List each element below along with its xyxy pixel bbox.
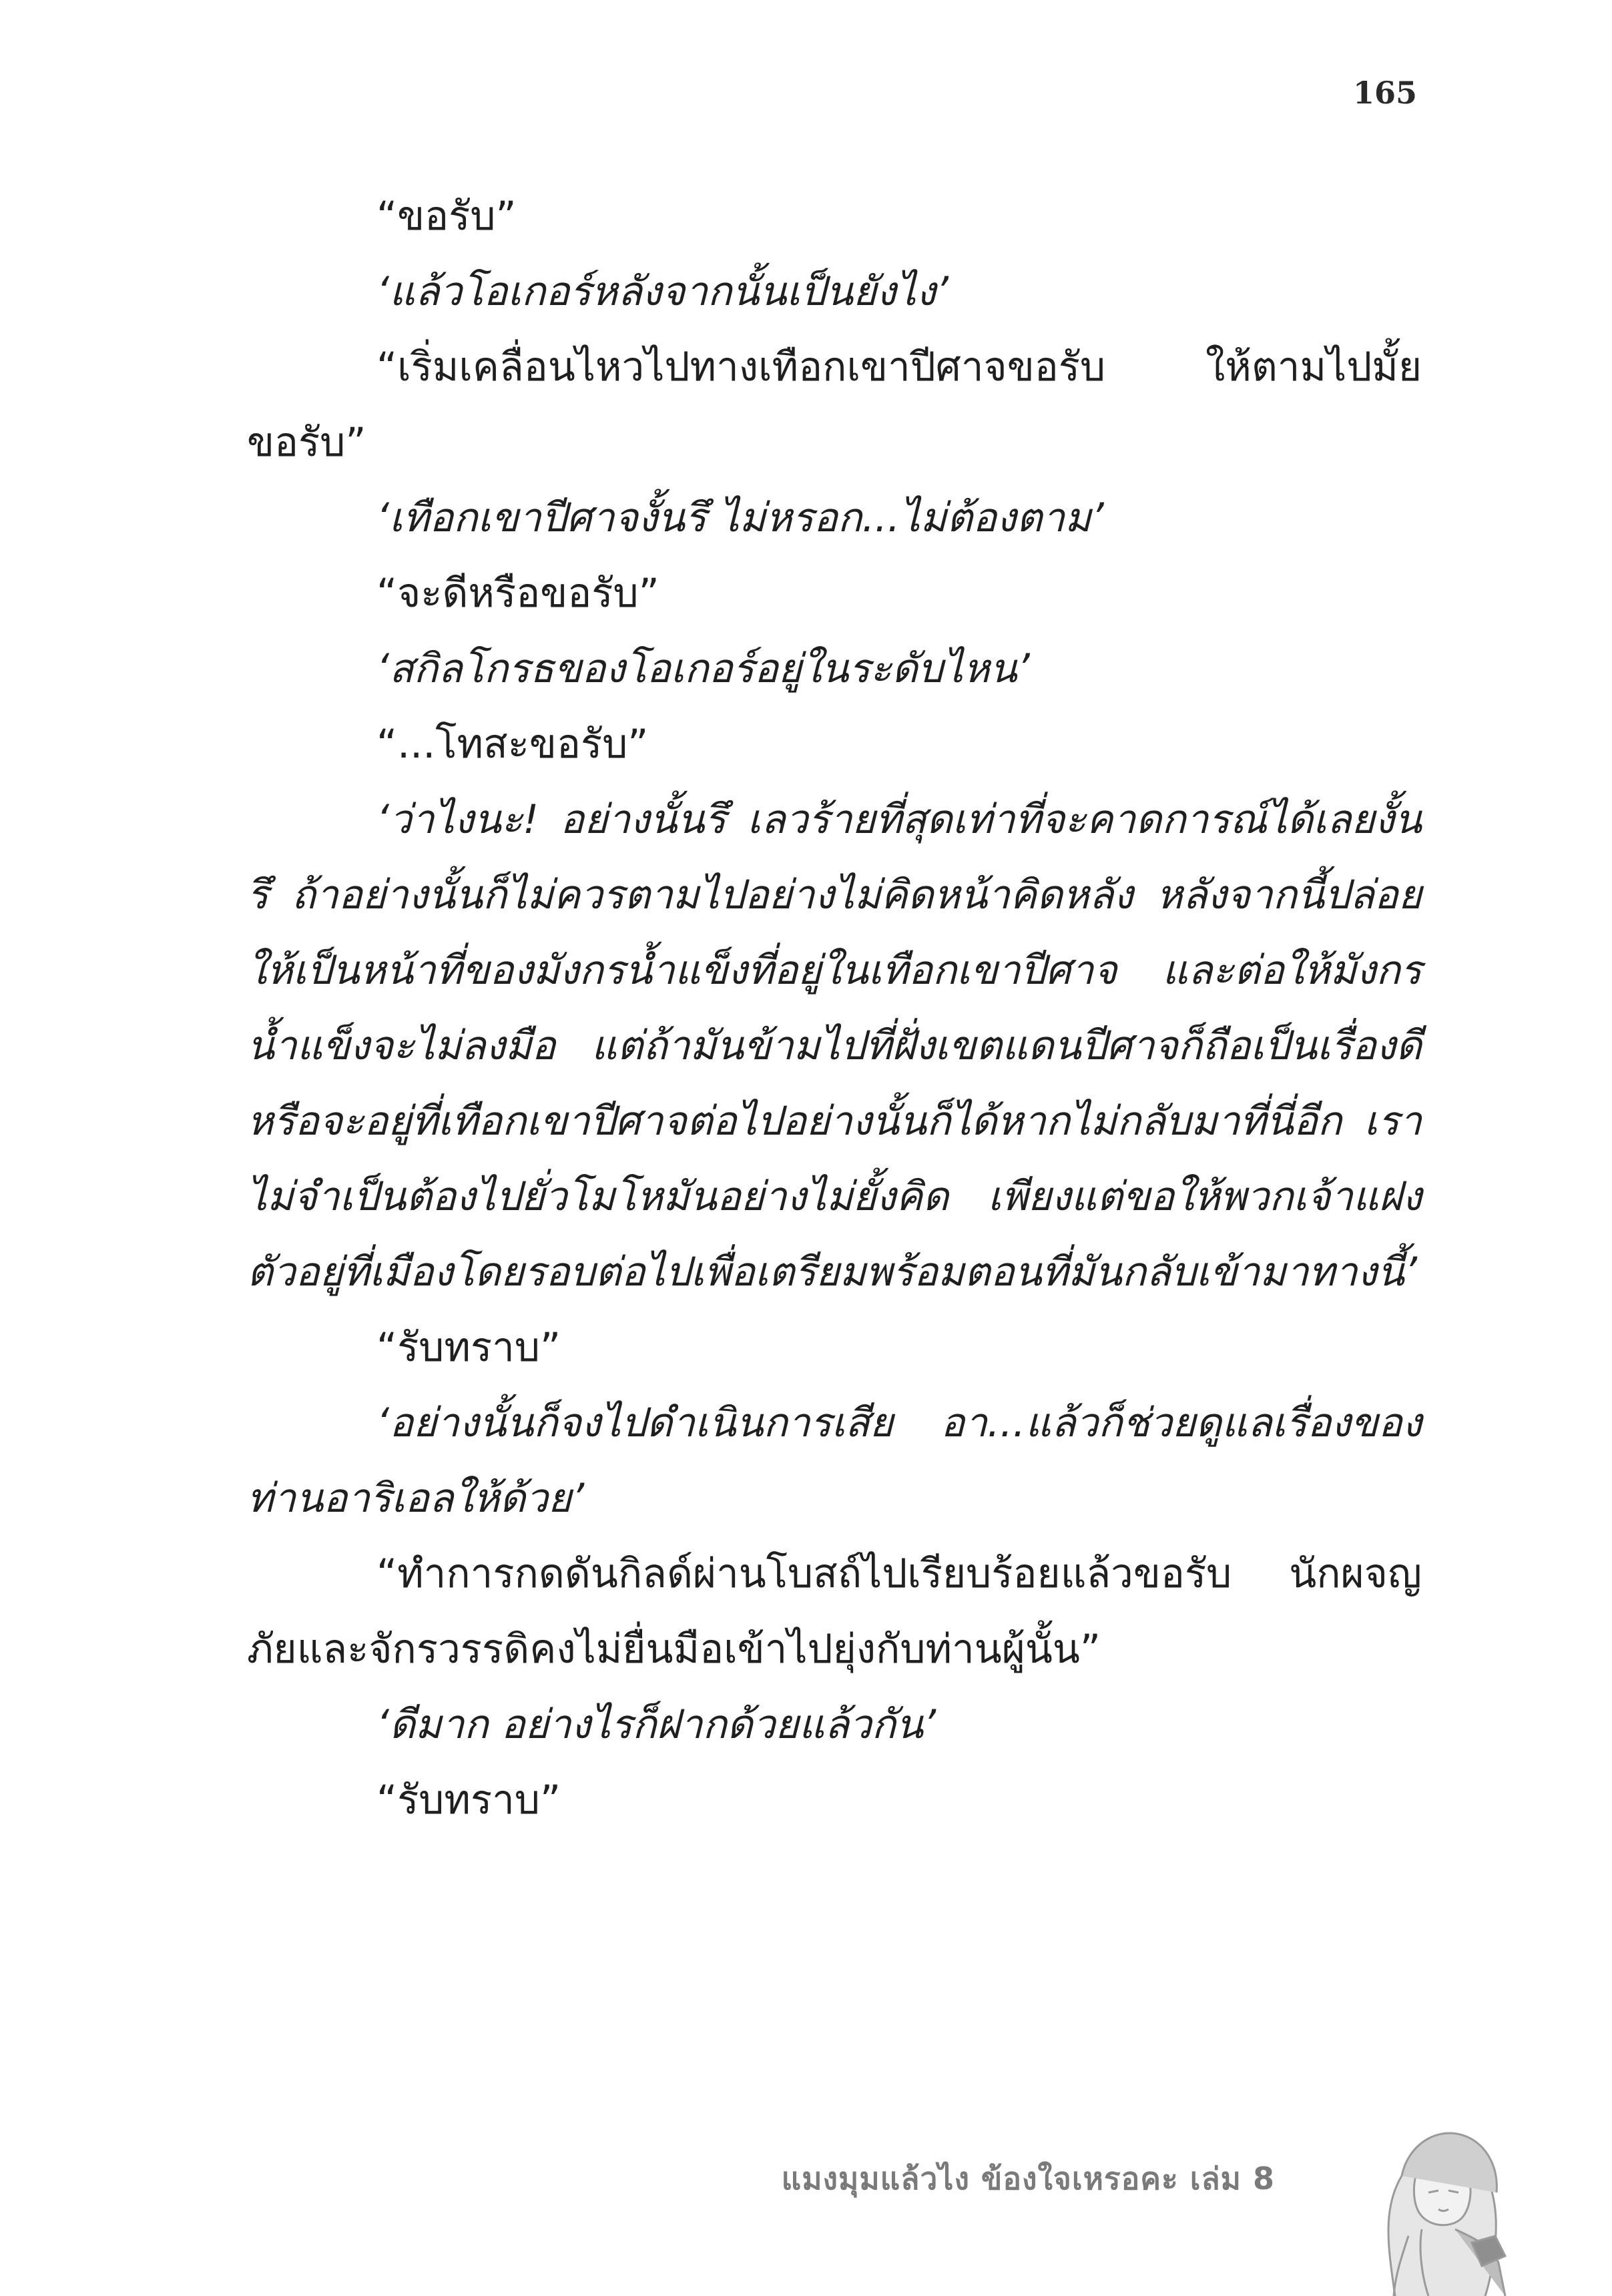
thought-paragraph: ‘เทือกเขาปีศาจงั้นรึ ไม่หรอก...ไม่ต้องตาม’ [376,495,1104,541]
thought-paragraph: ‘ว่าไงนะ! อย่างนั้นรึ เลวร้ายที่สุดเท่าที่จะคาดการณ์ได้เลยงั้นรึ ถ้าอย่างนั้นก็ไม่ควรตามไปอย่างไม่คิดหน้าคิดหลัง หลังจากนี้ปล่อยให้เป็นหน้าที่ของมังกรน้ำแข็งที่อยู่ในเทือกเขาปีศาจ และต่อให้มังกรน้ำแข็งจะไม่ลงมือ แต่ถ้ามันข้ามไปที่ฝั่งเขตแดนปีศาจก็ถือเป็นเรื่องดี หรือจะอยู่ที่เทือกเขาปีศาจต่อไปอย่างนั้นก็ได้หากไม่กลับมาที่นี่อีก เราไม่จำเป็นต้องไปยั่วโมโหมันอย่างไม่ยั้งคิด เพียงแต่ขอให้พวกเจ้าแฝงตัวอยู่ที่เมืองโดยรอบต่อไปเพื่อเตรียมพร้อมตอนที่มันกลับเข้ามาทางนี้’ [247,796,1422,1296]
character-illustration [1355,2076,1515,2296]
dialogue-paragraph: “ทำการกดดันกิลด์ผ่านโบสถ์ไปเรียบร้อยแล้วขอรับ นักผจญภัยและจักรวรรดิคงไม่ยื่นมือเข้าไปยุ่งกับท่านผู้นั้น” [247,1550,1422,1673]
thought-paragraph: ‘สกิลโกรธของโอเกอร์อยู่ในระดับไหน’ [376,645,1030,692]
dialogue-paragraph: “จะดีหรือขอรับ” [376,570,659,617]
dialogue-paragraph: “...โทสะขอรับ” [376,721,649,768]
page-number: 165 [1352,75,1417,111]
dialogue-paragraph: “รับทราบ” [376,1777,561,1823]
thought-paragraph: ‘อย่างนั้นก็จงไปดำเนินการเสีย อา...แล้วก็ช่วยดูแลเรื่องของท่านอาริเอลให้ด้วย’ [247,1400,1422,1522]
thought-paragraph: ‘แล้วโอเกอร์หลังจากนั้นเป็นยังไง’ [376,268,949,315]
running-footer-title: แมงมุมแล้วไง ข้องใจเหรอคะ เล่ม 8 [781,2161,1275,2197]
thought-paragraph: ‘ดีมาก อย่างไรก็ฝากด้วยแล้วกัน’ [376,1701,936,1748]
dialogue-paragraph: “ขอรับ” [376,193,517,240]
dialogue-paragraph: “รับทราบ” [376,1324,561,1371]
dialogue-paragraph: “เริ่มเคลื่อนไหวไปทางเทือกเขาปีศาจขอรับ ให้ตามไปมั้ยขอรับ” [247,344,1422,466]
body-text [247,179,1422,1838]
